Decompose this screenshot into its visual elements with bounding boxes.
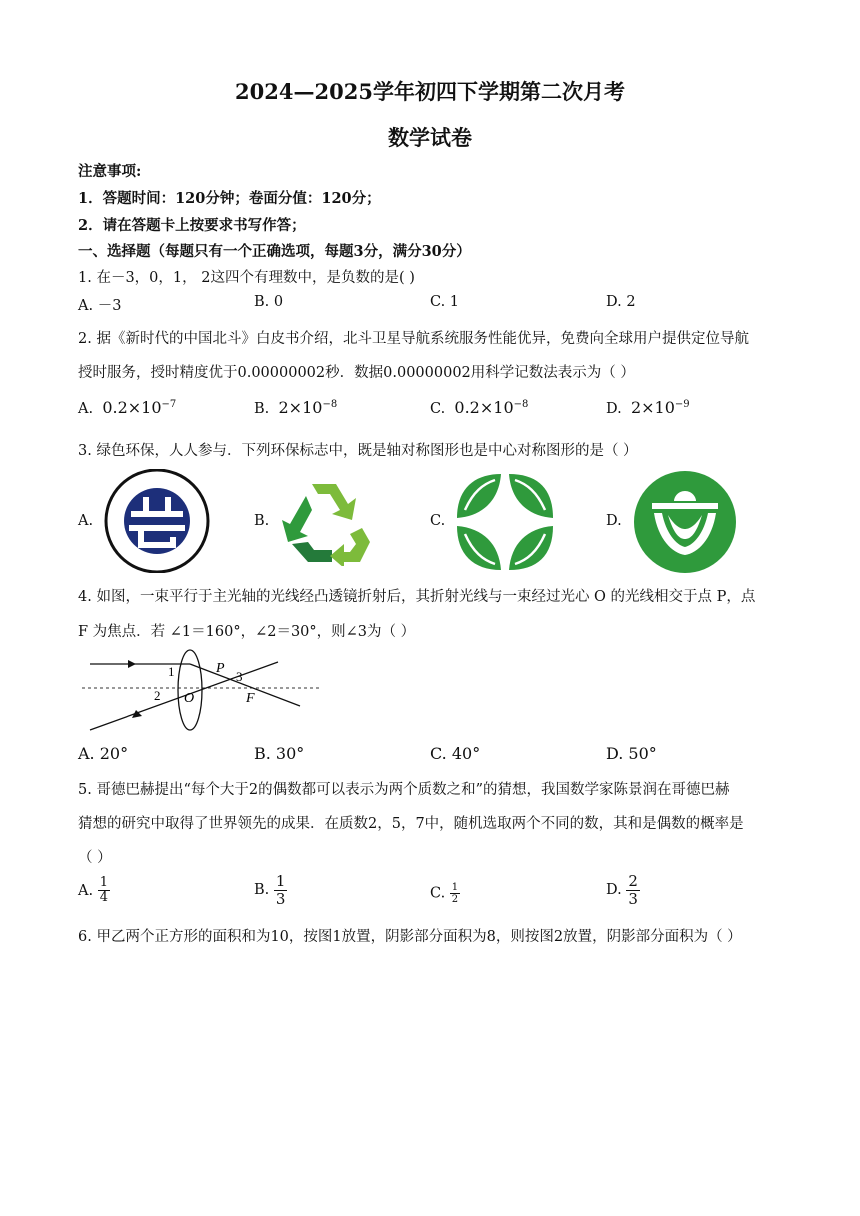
q5-option-a: A. $\frac{1}{4}$ — [78, 875, 108, 906]
exam-subtitle: 数学试卷 — [388, 125, 472, 150]
logo-b-recycle-emblem — [278, 478, 372, 566]
q3-option-a-label: A. — [78, 513, 94, 529]
q5-option-c: C. $\frac{1}{2}$ — [430, 882, 459, 905]
q2-option-d: D. $2\times 10^{-9}$ — [606, 398, 690, 417]
q5-stem-line3: （ ） — [78, 850, 112, 866]
q2-option-b: B. $2\times 10^{-8}$ — [254, 398, 338, 417]
q1-option-d: D. 2 — [606, 294, 636, 310]
angle-1-label: 1 — [168, 664, 175, 679]
q3-stem: 3. 绿色环保，人人参与．下列环保标志中，既是轴对称图形也是中心对称图形的是（ ） — [78, 443, 638, 459]
refracted-ray — [190, 664, 300, 706]
fraction: $\frac{2}{3}$ — [628, 872, 638, 908]
notes-item-1: 1．答题时间：120分钟；卷面分值：120分； — [78, 190, 381, 207]
section-heading: 一、选择题（每题只有一个正确选项，每题3分，满分30分） — [78, 243, 471, 260]
q4-option-d: D. 50° — [606, 744, 657, 763]
fraction: $\frac{1}{2}$ — [451, 882, 459, 905]
notes-item-2: 2．请在答题卡上按要求书写作答； — [78, 217, 306, 234]
fraction: $\frac{1}{4}$ — [99, 875, 108, 906]
q4-stem-line1: 4. 如图，一束平行于主光轴的光线经凸透镜折射后，其折射光线与一束经过光心 O 的光线相交于点 P，点 — [78, 589, 756, 605]
q1-option-b: B. 0 — [254, 294, 284, 310]
logo-d-green-food-emblem — [632, 469, 738, 575]
logo-c-four-leaf-emblem — [453, 470, 557, 574]
q3-option-d-label: D. — [606, 513, 622, 529]
arrow-icon — [128, 660, 136, 668]
q4-option-a: A. 20° — [78, 744, 129, 763]
q1-option-c: C. 1 — [430, 294, 460, 310]
q4-lens-diagram — [78, 648, 328, 738]
q1-option-a: A. －3 — [78, 298, 122, 314]
q4-option-c: C. 40° — [430, 744, 481, 763]
point-f-label: F — [246, 691, 255, 706]
point-o-label: O — [184, 691, 195, 706]
point-p-label: P — [216, 661, 225, 676]
logo-a-circle-emblem — [103, 469, 211, 573]
notes-heading: 注意事项: — [78, 163, 142, 180]
q5-option-b: B. $\frac{1}{3}$ — [254, 872, 286, 908]
q1-stem: 1. 在－3，0，1， 2这四个有理数中，是负数的是( ) — [78, 270, 415, 286]
q2-option-a: A. $0.2\times 10^{-7}$ — [78, 398, 177, 417]
q2-stem-line2: 授时服务，授时精度优于0.00000002秒．数据0.00000002用科学记数法表示为（ ） — [78, 365, 635, 381]
q4-option-b: B. 30° — [254, 744, 305, 763]
q5-stem-line1: 5. 哥德巴赫提出“每个大于2的偶数都可以表示为两个质数之和”的猜想，我国数学家陈景润在哥德巴赫 — [78, 782, 730, 798]
q5-option-d: D. $\frac{2}{3}$ — [606, 872, 638, 908]
exam-title: 2024—2025学年初四下学期第二次月考 — [235, 79, 625, 104]
q4-stem-line2: F 为焦点．若 ∠1＝160°，∠2＝30°，则∠3为（ ） — [78, 624, 416, 640]
convex-lens — [178, 650, 202, 730]
q3-option-b-label: B. — [254, 513, 270, 529]
q3-option-c-label: C. — [430, 513, 446, 529]
angle-2-label: 2 — [154, 688, 161, 703]
angle-3-label: 3 — [236, 669, 243, 684]
q6-stem: 6. 甲乙两个正方形的面积和为10，按图1放置，阴影部分面积为8，则按图2放置，阴影部分面积为（ ） — [78, 929, 742, 945]
fraction: $\frac{1}{3}$ — [275, 872, 286, 908]
q2-option-c: C. $0.2\times 10^{-8}$ — [430, 398, 529, 417]
q5-stem-line2: 猜想的研究中取得了世界领先的成果．在质数2，5，7中，随机选取两个不同的数，其和是偶数的概率是 — [78, 816, 744, 832]
q2-stem-line1: 2. 据《新时代的中国北斗》白皮书介绍，北斗卫星导航系统服务性能优异，免费向全球用户提供定位导航 — [78, 331, 749, 347]
